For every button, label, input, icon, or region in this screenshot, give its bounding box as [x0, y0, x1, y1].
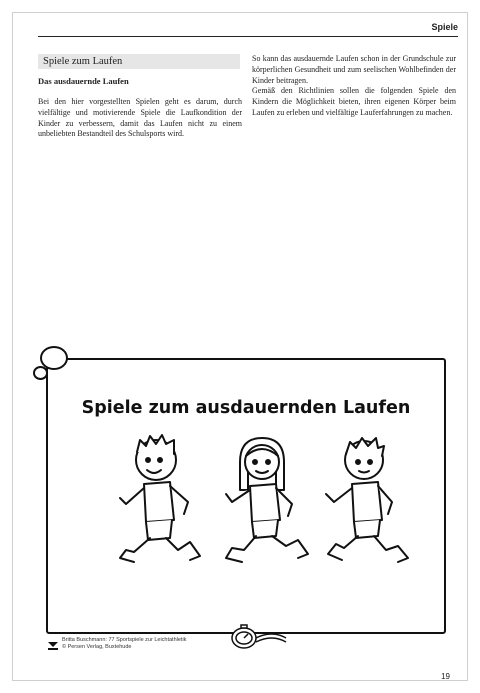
credit-line-1: Britta Buschmann: 77 Sportspiele zur Leichtathletik — [62, 637, 187, 643]
running-header: Spiele — [431, 22, 458, 32]
page-number: 19 — [441, 672, 450, 681]
right-column — [252, 54, 456, 119]
running-girl-icon — [210, 432, 320, 582]
illustration-title: Spiele zum ausdauernden Laufen — [81, 398, 411, 418]
credit-text — [62, 637, 186, 650]
stopwatch-icon — [228, 622, 288, 655]
section-title: Spiele zum Laufen — [38, 54, 240, 69]
right-paragraph-1: So kann das ausdauernde Laufen schon in der Grundschule zur körperlichen Gesundheit und zum seelischen Wohlbefinden der Kinder beitragen. — [252, 54, 456, 85]
subheading: Das ausdauernde Laufen — [38, 76, 129, 86]
right-paragraph-2: Gemäß den Richtlinien sollen die folgenden Spiele den Kindern die Möglichkeit bieten, ihren eigenen Körper beim Laufen zu erleben und vielfältige Lauferfahrungen zu machen. — [252, 86, 456, 117]
header-rule — [38, 36, 458, 37]
running-boy-icon — [314, 432, 424, 582]
left-paragraph: Bei den hier vorgestellten Spielen geht es darum, durch vielfältige und motivierende Spiele die Laufkondition der Kinder zu verbessern, damit das Laufen nicht zu einem unbeliebten Bestandteil des Schulsports wird. — [38, 97, 242, 139]
thought-bubble-small — [33, 366, 48, 380]
credit-line-2: © Persen Verlag, Buxtehude — [62, 643, 132, 650]
left-column — [38, 97, 242, 140]
publisher-logo-icon — [47, 639, 59, 657]
running-boy-icon — [104, 432, 214, 582]
